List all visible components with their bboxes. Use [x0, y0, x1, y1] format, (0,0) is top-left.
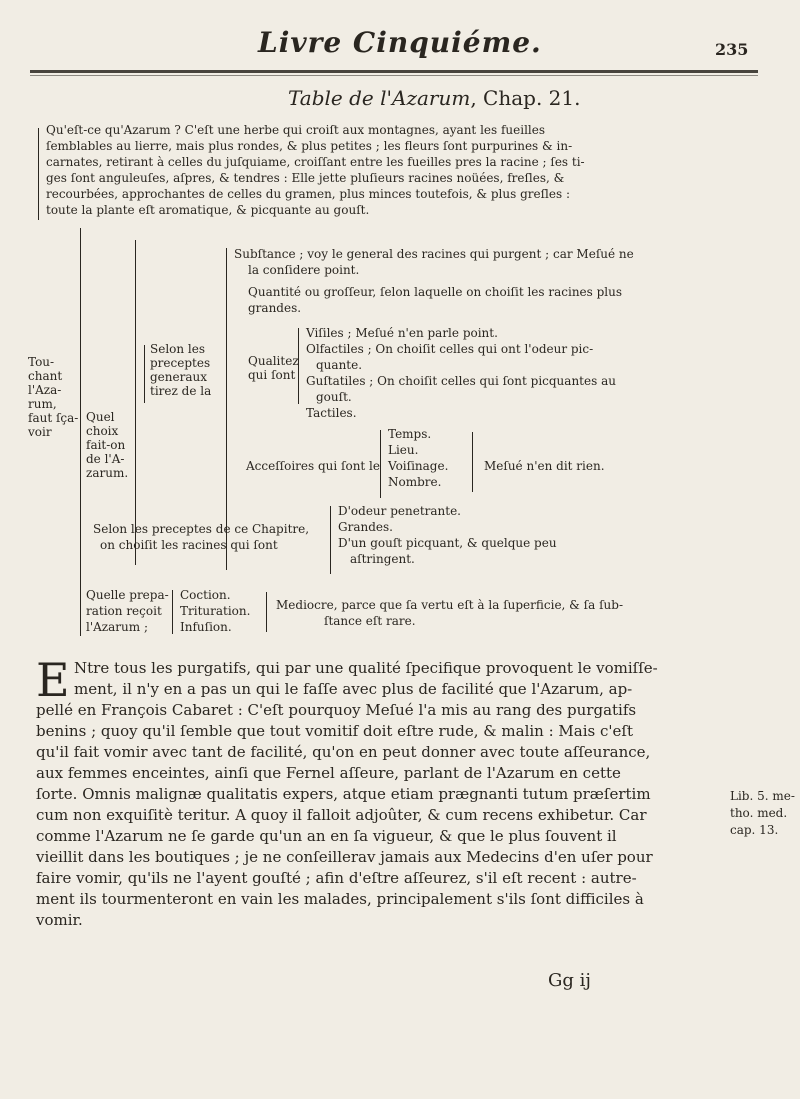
- chapitre-item: D'odeur penetrante.: [338, 504, 461, 518]
- accessoires-close-brace: [472, 432, 473, 492]
- body-line: vieillit dans les boutiques ; je ne conſeillerav jamais aux Medecins d'en uſer pour: [36, 848, 653, 866]
- qualite-item: Olfactiles ; On choiſit celles qui ont l'odeur pic-: [306, 342, 594, 356]
- intro-line: Qu'eſt-ce qu'Azarum ? C'eſt une herbe qui croiſt aux montagnes, ayant les fueilles: [46, 123, 546, 137]
- intro-brace: [38, 128, 39, 220]
- left-label-line: l'Aza-: [28, 383, 62, 397]
- selon-line: tirez de la: [150, 384, 212, 398]
- body-line: faire vomir, qu'ils ne l'ayent gouſté ; afin d'eſtre aſſeurez, s'il eſt recent : autre-: [36, 869, 637, 887]
- table-title: [288, 86, 580, 110]
- main-brace: [80, 228, 81, 633]
- header-rule-thin: [30, 75, 758, 76]
- preparation-note: ſtance eſt rare.: [324, 614, 416, 628]
- preparation-close-brace: [266, 592, 267, 632]
- header-rule: [30, 70, 758, 73]
- preparation-note: Mediocre, parce que ſa vertu eſt à la ſuperficie, & ſa ſub-: [276, 598, 623, 612]
- quel-choix-line: Quel: [86, 410, 115, 424]
- body-line: comme l'Azarum ne ſe garde qu'un an en ſa vigueur, & que le plus ſouvent il: [36, 827, 617, 845]
- preparation-brace: [80, 590, 81, 636]
- qualitez-label: qui ſont: [248, 368, 296, 382]
- substance-line: Subſtance ; voy le general des racines qui purgent ; car Meſué ne: [234, 247, 634, 261]
- left-label-line: chant: [28, 369, 63, 383]
- accessoires-note: Meſué n'en dit rien.: [484, 459, 605, 473]
- body-line: Ntre tous les purgatifs, qui par une qualité ſpecifique provoquent le vomiſſe-: [74, 659, 658, 677]
- quel-choix-line: choix: [86, 424, 119, 438]
- quantite-line: grandes.: [248, 301, 302, 315]
- quel-choix-line: zarum.: [86, 466, 129, 480]
- qualite-item: Viſiles ; Meſué n'en parle point.: [306, 326, 498, 340]
- intro-line: ges ſont anguleuſes, aſpres, & tendres : Elle jette pluſieurs racines noüées, freſles, &: [46, 171, 565, 185]
- qualite-item: Tactiles.: [306, 406, 357, 420]
- left-label-line: rum,: [28, 397, 57, 411]
- selon-brace: [144, 345, 145, 403]
- margin-note-line: tho. med.: [730, 806, 788, 820]
- preparation-label: Quelle prepa-: [86, 588, 169, 602]
- qualite-item: quante.: [316, 358, 363, 372]
- accessoires-brace: [380, 430, 381, 498]
- chapitre-brace: [330, 506, 331, 574]
- qualitez-brace: [298, 328, 299, 404]
- choix-brace: [135, 240, 136, 565]
- substance-line: la conſidere point.: [248, 263, 360, 277]
- body-line: aux femmes enceintes, ainſi que Fernel aſſeure, parlant de l'Azarum en cette: [36, 764, 621, 782]
- drop-cap: E: [36, 653, 70, 707]
- chapitre-item: Grandes.: [338, 520, 393, 534]
- margin-note-line: Lib. 5. me-: [730, 789, 795, 803]
- accessoire-item: Voiſinage.: [388, 459, 449, 473]
- qualitez-label: Qualitez: [248, 354, 299, 368]
- accessoire-item: Lieu.: [388, 443, 419, 457]
- left-label-line: voir: [28, 425, 52, 439]
- body-line: vomir.: [36, 911, 83, 929]
- accessoire-item: Temps.: [388, 427, 432, 441]
- intro-line: ſemblables au lierre, mais plus rondes, & plus petites ; les fleurs ſont purpurines & in-: [46, 139, 573, 153]
- running-head: Livre Cinquiéme.: [258, 26, 542, 59]
- chapitre-label: Selon les preceptes de ce Chapitre,: [93, 522, 310, 536]
- preparation-item: Coction.: [180, 588, 231, 602]
- page-number: 235: [715, 40, 749, 59]
- accessoires-label: Acceſſoires qui ſont le: [246, 459, 380, 473]
- left-label-line: Tou-: [28, 355, 55, 369]
- qualite-item: Guſtatiles ; On choiſit celles qui ſont picquantes au: [306, 374, 616, 388]
- preparation-label: l'Azarum ;: [86, 620, 148, 634]
- selon-line: preceptes: [150, 356, 211, 370]
- body-line: cum non exquiſitè teritur. A quoy il falloit adjoûter, & cum recens exhibetur. Car: [36, 806, 647, 824]
- intro-line: recourbées, approchantes de celles du gramen, plus minces toutefois, & plus greſles :: [46, 187, 571, 201]
- left-label-line: faut ſça-: [28, 411, 79, 425]
- body-line: ſorte. Omnis malignæ qualitatis expers, atque etiam prægnanti tutum præſertim: [36, 785, 651, 803]
- body-line: ment ils tourmenteront en vain les malades, principalement s'ils ſont difficiles à: [36, 890, 644, 908]
- qualite-item: gouſt.: [316, 390, 352, 404]
- accessoire-item: Nombre.: [388, 475, 442, 489]
- preparation-items-brace: [172, 590, 173, 634]
- chapitre-item: aſtringent.: [350, 552, 415, 566]
- body-line: benins ; quoy qu'il ſemble que tout vomitif doit eſtre rude, & malin : Mais c'eſt: [36, 722, 633, 740]
- intro-line: toute la plante eſt aromatique, & picquante au gouſt.: [46, 203, 370, 217]
- preparation-item: Trituration.: [180, 604, 251, 618]
- body-line: qu'il fait vomir avec tant de facilité, qu'on en peut donner avec toute aſſeurance,: [36, 743, 651, 761]
- chapitre-label: on choiſit les racines qui ſont: [100, 538, 278, 552]
- table-title-text: Table de l'Azarum: [288, 86, 471, 110]
- body-line: ment, il n'y en a pas un qui le faſſe avec plus de facilité que l'Azarum, ap-: [74, 680, 633, 698]
- intro-line: carnates, retirant à celles du juſquiame, croiſſant entre les fueilles pres la racine ; ſes ti-: [46, 155, 585, 169]
- chapitre-item: D'un gouſt picquant, & quelque peu: [338, 536, 557, 550]
- signature-mark: Gg ij: [548, 970, 591, 991]
- quantite-line: Quantité ou groſſeur, ſelon laquelle on choiſit les racines plus: [248, 285, 623, 299]
- chapter-ref: , Chap. 21.: [470, 86, 581, 110]
- selon-line: generaux: [150, 370, 207, 384]
- margin-note-line: cap. 13.: [730, 823, 779, 837]
- body-line: pellé en François Cabaret : C'eſt pourquoy Meſué l'a mis au rang des purgatifs: [36, 701, 637, 719]
- preparation-label: ration reçoit: [86, 604, 162, 618]
- selon-line: Selon les: [150, 342, 206, 356]
- quel-choix-line: fait-on: [86, 438, 126, 452]
- preparation-item: Infuſion.: [180, 620, 232, 634]
- quel-choix-line: de l'A-: [86, 452, 125, 466]
